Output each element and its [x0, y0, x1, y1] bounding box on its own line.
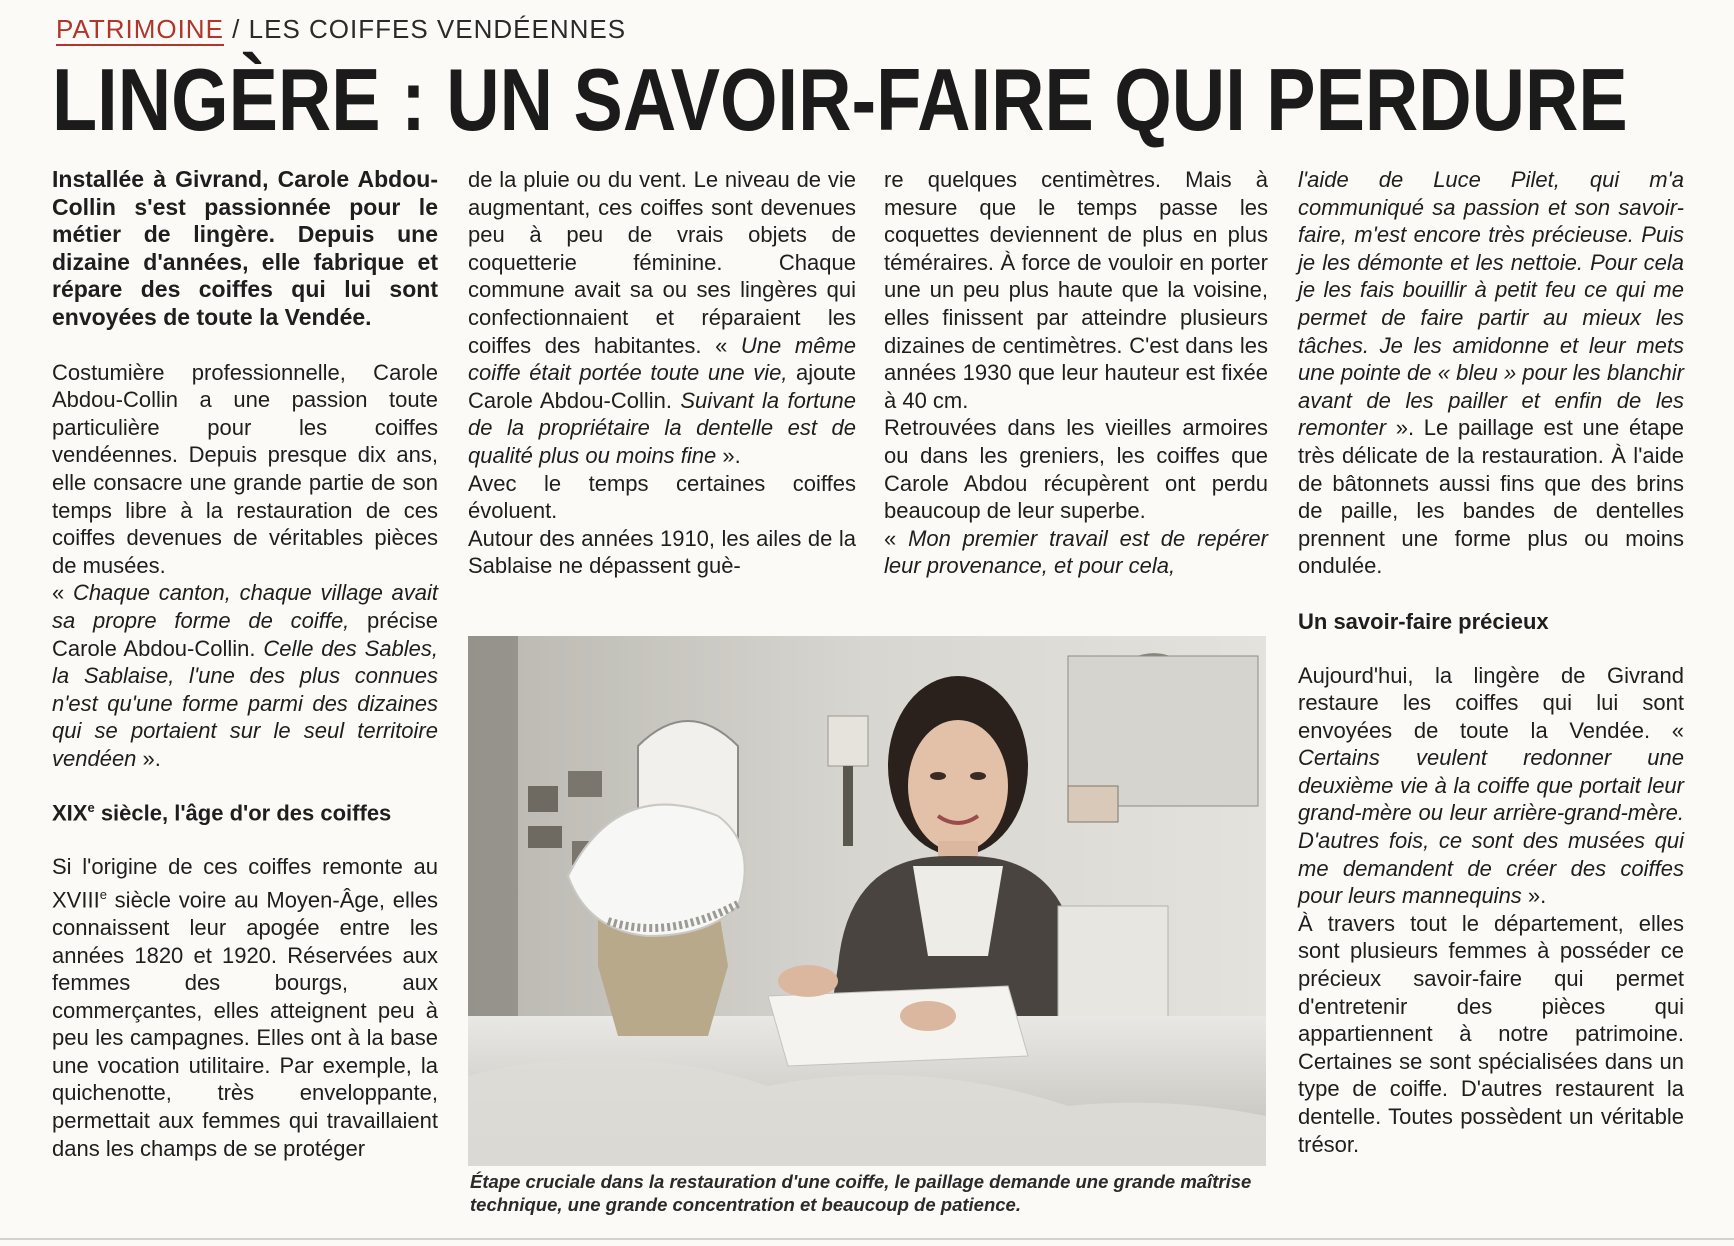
attribution: ajoute Carole Abdou-Collin. — [468, 360, 856, 413]
subheading: Un savoir-faire précieux — [1298, 608, 1549, 634]
subheading-text: XIX — [52, 800, 88, 826]
photo-caption: Étape cruciale dans la restauration d'une coiffe, le paillage demande une grande maîtrise technique, une grande concentration et beaucoup de patience. — [470, 1171, 1252, 1215]
quote-paragraph — [884, 525, 1268, 580]
quote-text: Celle des Sables, la Sablaise, l'une des plus connues n'est qu'une forme parmi des dizaines qui se portaient sur le seul territoire vendéen — [52, 635, 438, 771]
subheading-text: siècle, l'âge d'or des coiffes — [94, 800, 392, 826]
section-kicker — [56, 14, 626, 44]
superscript: e — [87, 800, 95, 816]
paragraph-text: Le paillage est une étape très délicate de la restauration. À l'aide de bâtonnets aussi fins que des brins de paille, les bandes de dentelles prennent une forme plus ou moins ondulée. — [1298, 415, 1684, 579]
bottom-rule — [0, 1238, 1734, 1240]
article-lead: Installée à Givrand, Carole Abdou-Collin s'est passionnée pour le métier de lingère. Depuis une dizaine d'années, elle fabrique et répare des coiffes qui lui sont envoyées de toute la Vendée. — [52, 166, 438, 330]
rubric-label: PATRIMOINE — [56, 14, 224, 44]
quote-mark: ». — [136, 745, 161, 771]
article-column-3 — [884, 166, 1268, 580]
quote-text: Chaque canton, chaque village avait sa propre forme de coiffe, — [52, 580, 438, 633]
paragraph-text: Aujourd'hui, la lingère de Givrand restaure les coiffes qui lui sont envoyées de toute la Vendée. — [1298, 662, 1684, 743]
quote-mark: « — [52, 580, 73, 606]
quote-mark: ». — [1521, 883, 1547, 909]
paragraph — [468, 166, 856, 470]
paragraph — [1298, 662, 1684, 910]
article-column-1 — [52, 166, 438, 1162]
quote-text: Une même coiffe était portée toute une vie, — [468, 332, 856, 386]
paragraph: À travers tout le département, elles sont plusieurs femmes à posséder ce précieux savoir-faire qui permet d'entretenir des pièces qui appartiennent à notre patrimoine. Certaines se sont spécialisées dans un type de coiffe. D'autres restaurent la dentelle. Toutes possèdent un véritable trésor. — [1298, 910, 1684, 1157]
quote-paragraph — [52, 579, 438, 772]
quote-paragraph — [1298, 166, 1684, 580]
article-column-2 — [468, 166, 856, 580]
superscript: e — [99, 886, 107, 902]
quote-text: Suivant la fortune de la propriétaire la dentelle est de qualité plus ou moins fine — [468, 387, 856, 468]
paragraph-text: de la pluie ou du vent. Le niveau de vie augmentant, ces coiffes sont devenues peu à peu de vrais objets de coquetterie féminine. Chaque commune avait sa ou ses lingères qui confectionnaient et réparaient les coiffes des habitantes. — [468, 167, 856, 358]
topic-label: LES COIFFES VENDÉENNES — [248, 14, 627, 44]
quote-mark: ». — [1386, 415, 1424, 441]
paragraph: Retrouvées dans les vieilles armoires ou dans les greniers, les coiffes que Carole Abdou récupèrent ont perdu beaucoup de leur superbe. — [884, 415, 1268, 524]
paragraph-text: Si l'origine de ces coiffes remonte au XVIII — [52, 854, 438, 913]
attribution: précise Carole Abdou-Collin. — [52, 607, 438, 661]
paragraph-text: siècle voire au Moyen-Âge, elles connaissent leur apogée entre les années 1820 et 1920. Réservées aux femmes des bourgs, aux commerçantes, elles atteignent peu à peu les campagnes. Elles ont à la base une vocation utilitaire. Par exemple, la quichenotte, très enveloppante, permettait aux femmes qui travaillaient dans les champs de se protéger — [52, 887, 438, 1161]
article-headline: LINGÈRE : UN SAVOIR-FAIRE QUI PERDURE — [52, 50, 1628, 149]
article-photo — [468, 636, 1266, 1166]
paragraph: re quelques centimètres. Mais à mesure que le temps passe les coquettes deviennent de plus en plus téméraires. À force de vouloir en porter une un peu plus haute que la voisine, elles finissent par atteindre plusieurs dizaines de centimètres. C'est dans les années 1930 que leur hauteur est fixée à 40 cm. — [884, 167, 1268, 413]
article-column-4 — [1298, 166, 1684, 1158]
paragraph: Autour des années 1910, les ailes de la Sablaise ne dépassent guè- — [468, 525, 856, 579]
kicker-separator: / — [232, 14, 241, 44]
subheading — [52, 794, 438, 827]
quote-mark: « — [1671, 717, 1684, 743]
photo-illustration — [468, 636, 1266, 1166]
quote-mark: ». — [716, 442, 741, 468]
paragraph: Costumière professionnelle, Carole Abdou-Collin a une passion toute particulière pour les coiffes vendéennes. Depuis presque dix ans, elle consacre une grande partie de son temps libre à la restauration de ces coiffes devenues de véritables pièces de musées. — [52, 359, 438, 578]
quote-mark: « — [884, 525, 909, 551]
quote-mark: « — [701, 332, 741, 358]
quote-text: Certains veulent redonner une deuxième vie à la coiffe que portait leur grand-mère ou leur arrière-grand-mère. D'autres fois, ce sont des musées qui me demandent de créer des coiffes pour leurs mannequins — [1298, 745, 1684, 909]
paragraph: Avec le temps certaines coiffes évoluent. — [468, 470, 856, 524]
quote-text: l'aide de Luce Pilet, qui m'a communiqué sa passion et son savoir-faire, m'est encore très précieuse. Puis je les démonte et les nettoie. Pour cela je les fais bouillir à petit feu ce qui me permet de faire partir au mieux les tâches. Je les amidonne et leur mets une pointe de « bleu » pour les blanchir avant de les pailler et enfin de les remonter — [1298, 167, 1684, 441]
quote-text: Mon premier travail est de repérer leur provenance, et pour cela, — [884, 525, 1268, 579]
paragraph — [52, 853, 438, 1162]
